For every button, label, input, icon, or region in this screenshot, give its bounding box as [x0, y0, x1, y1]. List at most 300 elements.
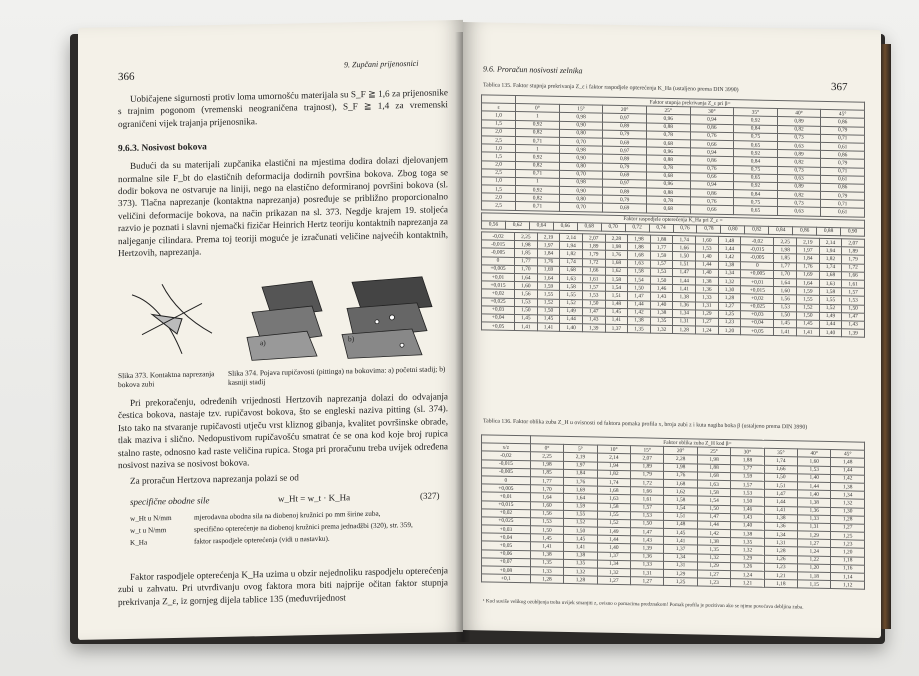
table-cell: 0,89 — [777, 182, 821, 191]
table-cell: 2,14 — [560, 233, 583, 242]
table-cell: 1,33 — [530, 567, 563, 576]
table-cell: 1,38 — [697, 537, 730, 546]
table-cell: 1,21 — [731, 579, 764, 588]
table-cell: 2,0 — [482, 128, 516, 137]
table-cell: -0,02 — [741, 237, 774, 246]
table-cell: 1,41 — [673, 285, 696, 294]
table-cell: 1,68 — [697, 472, 730, 481]
table-cell: 1,66 — [673, 244, 696, 253]
table-cell: 1,40 — [798, 490, 831, 499]
table-cell: 2,0 — [482, 160, 516, 169]
table-cell: 0,65 — [734, 173, 778, 182]
table-cell: 1,50 — [842, 304, 865, 313]
table-cell: 0,78 — [646, 196, 690, 205]
table135 — [481, 94, 865, 338]
table-cell: 0,90 — [559, 154, 603, 163]
table-cell: 2,5 — [482, 136, 516, 145]
table-cell: 1,42 — [831, 474, 865, 483]
table-cell: 1,50 — [631, 520, 664, 529]
table-header-cell: 20° — [664, 447, 697, 456]
table-cell: 0,89 — [603, 187, 647, 196]
table-cell: +0,025 — [741, 302, 774, 311]
table-cell: 0,88 — [646, 188, 690, 197]
table-cell: 0,84 — [734, 124, 778, 133]
table-cell: 1,64 — [564, 494, 597, 503]
table-cell: 1,52 — [797, 303, 820, 312]
table-cell: 1,55 — [560, 291, 583, 300]
table-cell: 0,92 — [516, 153, 560, 162]
table-cell: 0,84 — [769, 226, 793, 235]
table-cell: 1,38 — [831, 482, 865, 491]
table136 — [481, 434, 865, 590]
table-header-cell: 0° — [516, 104, 560, 113]
table-cell: 1,34 — [831, 491, 865, 500]
left-text-middle — [118, 390, 448, 488]
equation-label: specifične obodne sile — [130, 495, 210, 507]
table-cell: 1,79 — [842, 255, 865, 264]
table-cell: 1,29 — [696, 310, 719, 319]
table-cell: 0,80 — [559, 195, 603, 204]
table-cell: 0,89 — [777, 117, 821, 126]
table-cell: 1,47 — [764, 489, 797, 498]
table-header-cell: 35° — [734, 108, 778, 117]
table-cell: 1,66 — [842, 271, 865, 280]
table-cell: 1,28 — [564, 576, 597, 585]
table-cell: 0,66 — [553, 222, 577, 231]
table-cell: 0,86 — [821, 118, 865, 127]
table-cell: -0,015 — [482, 240, 515, 249]
table-cell: 1,60 — [515, 282, 538, 291]
table-cell: 1,74 — [597, 478, 630, 487]
table135-lower-grid — [481, 231, 865, 338]
table-cell: 1,27 — [696, 318, 719, 327]
table-cell: 1,60 — [798, 457, 831, 466]
table-cell: 1,32 — [718, 277, 741, 286]
table-cell: 1,74 — [673, 236, 696, 245]
table-cell: 0,78 — [646, 163, 690, 172]
table-cell: 1,34 — [718, 269, 741, 278]
table-cell: 1,29 — [697, 562, 730, 571]
table-cell: 1,50 — [564, 526, 597, 535]
table-cell: 1,36 — [673, 301, 696, 310]
table-cell: -0,005 — [741, 253, 774, 262]
table-cell: 1,18 — [831, 556, 865, 565]
fig374-label-b: b) — [348, 334, 355, 344]
table-cell: 1,85 — [774, 254, 797, 263]
table-cell: 0,82 — [745, 226, 769, 235]
table-cell: 1,54 — [697, 496, 730, 505]
table-cell: 1,25 — [831, 532, 865, 541]
table-cell: 0,96 — [646, 180, 690, 189]
table-cell: 1,50 — [673, 252, 696, 261]
table-cell: 0,71 — [516, 202, 560, 211]
table-cell: 1,32 — [597, 568, 630, 577]
table-cell: 0,71 — [821, 167, 865, 176]
table-header-cell: ε — [482, 103, 516, 112]
table-cell: 1,18 — [764, 579, 797, 588]
figure-374b-drawing — [342, 277, 432, 359]
table-cell: 2,25 — [530, 452, 563, 461]
table-cell: 0 — [741, 261, 774, 270]
table-cell: 1,30 — [831, 507, 865, 516]
table-cell: 1,32 — [731, 546, 764, 555]
table-cell: 1,79 — [582, 250, 605, 259]
table-cell: 1,5 — [482, 152, 516, 161]
table-cell: -0,02 — [482, 232, 515, 241]
table-cell: 0,90 — [559, 121, 603, 130]
table-cell: 1,89 — [582, 242, 605, 251]
table-cell: 1,41 — [537, 323, 560, 332]
table-cell: +0,08 — [482, 566, 531, 575]
table-cell: +0,03 — [741, 310, 774, 319]
table-cell: 1,66 — [631, 487, 664, 496]
table-cell: 1,66 — [764, 465, 797, 474]
table-cell: 1,23 — [718, 318, 741, 327]
table-cell: 1,35 — [650, 317, 673, 326]
table-cell: 1,27 — [597, 576, 630, 585]
table-cell: 1,14 — [831, 573, 865, 582]
table-cell: 1,20 — [831, 548, 865, 557]
table-cell: +0,01 — [482, 492, 531, 501]
table-cell: 1,38 — [530, 550, 563, 559]
paragraph-4: Faktor raspodjele opterećenja K_Ha uzima u obzir nejednoliku raspodjelu opterećenja zubi u zahvatu. Pri utvrđivanju ovog faktora mora biti najprije očitan faktor stupnja prekrivanja Z_ε, iz gornjeg dijela tablice 135 (međuvrijednost — [118, 565, 448, 607]
table-cell: 1,53 — [798, 465, 831, 474]
table-cell: 1,38 — [628, 317, 651, 326]
table-cell: 1,28 — [673, 326, 696, 335]
right-page — [463, 22, 881, 638]
table-cell: 1,57 — [582, 283, 605, 292]
paragraph-3: Za proračun Hertzova naprezanja polazi se od — [130, 472, 299, 487]
table-cell: 1 — [516, 177, 560, 186]
table-cell: 1,45 — [664, 528, 697, 537]
table-cell: 0 — [482, 256, 515, 265]
table-cell: 0,63 — [777, 174, 821, 183]
table-cell: 1,31 — [664, 561, 697, 570]
table-cell: 1,45 — [530, 534, 563, 543]
table-cell: 1,53 — [582, 291, 605, 300]
table-cell: 1,56 — [515, 290, 538, 299]
table-cell: 0,66 — [690, 205, 734, 214]
table-cell: 1,82 — [819, 255, 842, 264]
book-spine-edge — [881, 44, 891, 629]
table-cell: 0,82 — [516, 194, 560, 203]
table-cell: 1,89 — [631, 462, 664, 471]
table-cell: 1,88 — [628, 243, 651, 252]
table-cell: 1,40 — [819, 328, 842, 337]
table-cell: +0,005 — [741, 270, 774, 279]
table-cell: 1,37 — [597, 552, 630, 561]
table-cell: 2,07 — [631, 454, 664, 463]
table-cell: 1,43 — [731, 513, 764, 522]
table-cell: 1,38 — [731, 530, 764, 539]
table-cell: 0,89 — [777, 150, 821, 159]
equation-number: (327) — [420, 490, 440, 501]
table-cell: +0,01 — [741, 278, 774, 287]
table-cell: 0,84 — [734, 157, 778, 166]
table-cell: +0,005 — [482, 484, 531, 493]
table-cell: 1,34 — [664, 553, 697, 562]
table-header-cell: 15° — [559, 105, 603, 114]
table-cell: 0,98 — [559, 113, 603, 122]
table-cell: 1,26 — [764, 555, 797, 564]
table136-caption: Tablica 136. Faktor oblika zuba Z_H u ovisnosti od faktora pomaka profila x, broja zubi z i kuta nagiba boka β (ustaljeno prema DIN 3990) — [483, 418, 808, 431]
table-cell: 0,66 — [690, 140, 734, 149]
table-cell: 0,79 — [603, 163, 647, 172]
table-cell: 0,94 — [690, 181, 734, 190]
table-cell: 1,30 — [718, 285, 741, 294]
table-cell: +0,06 — [482, 549, 531, 558]
table-cell: 1,94 — [560, 242, 583, 251]
table-cell: 1,63 — [560, 274, 583, 283]
table-cell: 1,57 — [631, 503, 664, 512]
table-cell: 1,54 — [664, 504, 697, 513]
table-cell: 1,40 — [731, 521, 764, 530]
symbol-name: w_Ht u N/mm — [130, 514, 172, 523]
table-cell: 0,75 — [734, 132, 778, 141]
table-cell: 1,22 — [798, 556, 831, 565]
table-cell: 2,0 — [482, 193, 516, 202]
table-cell: 0,72 — [625, 223, 649, 232]
table-cell: 1,54 — [628, 276, 651, 285]
table-cell: 1,64 — [515, 273, 538, 282]
table-cell: 0,86 — [821, 183, 865, 192]
table-cell: 0,89 — [603, 154, 647, 163]
table-cell: 1,27 — [631, 577, 664, 586]
table-cell: 1,40 — [696, 252, 719, 261]
table-cell: 1,53 — [774, 303, 797, 312]
table-cell: 1,15 — [798, 580, 831, 589]
table-cell: 1,63 — [628, 259, 651, 268]
table-cell: 1,88 — [731, 456, 764, 465]
table-cell: 1,47 — [582, 307, 605, 316]
table-cell: 1,26 — [731, 562, 764, 571]
table-cell: 1,38 — [696, 277, 719, 286]
table-header-cell: 20° — [603, 105, 647, 114]
table-cell: 0,80 — [559, 162, 603, 171]
table-cell: 1,41 — [515, 323, 538, 332]
table-cell: +0,015 — [741, 286, 774, 295]
table-cell: 0,69 — [603, 171, 647, 180]
table-cell: 1,45 — [797, 320, 820, 329]
table-cell: 1,44 — [673, 276, 696, 285]
table-cell: 1,94 — [819, 246, 842, 255]
table-cell: 0,82 — [777, 158, 821, 167]
table-cell: 1,84 — [564, 469, 597, 478]
table-cell: 0,92 — [734, 149, 778, 158]
table-cell: +0,025 — [482, 517, 531, 526]
table-cell: 0,82 — [777, 125, 821, 134]
table-cell: 1,35 — [697, 545, 730, 554]
left-text-top — [118, 86, 448, 259]
table-cell: +0,05 — [482, 541, 531, 550]
table-cell: -0,015 — [741, 245, 774, 254]
table-cell: 0,80 — [721, 225, 745, 234]
table-cell: 1,33 — [798, 515, 831, 524]
table-cell: 0,98 — [559, 145, 603, 154]
table-cell: 1,44 — [560, 315, 583, 324]
table-cell: 1,38 — [718, 261, 741, 270]
symbol-description: faktor raspodjele opterećenja (vidi u nastavku). — [194, 534, 330, 546]
table-cell: 0,68 — [646, 139, 690, 148]
table-cell: 1,62 — [664, 487, 697, 496]
table-cell: 1,23 — [831, 540, 865, 549]
table-cell: 1,41 — [797, 328, 820, 337]
table-cell: 1,52 — [564, 518, 597, 527]
table-cell: 1,0 — [482, 177, 516, 186]
table-cell: 1,49 — [819, 312, 842, 321]
table-cell: 0,88 — [646, 155, 690, 164]
table-cell: 2,28 — [605, 234, 628, 243]
table-cell: 0,82 — [516, 128, 560, 137]
table-cell: 1,44 — [764, 498, 797, 507]
table-cell: 0,82 — [777, 191, 821, 200]
table-cell: 1,79 — [631, 470, 664, 479]
table-cell: 1,88 — [650, 235, 673, 244]
table-cell: 1,37 — [664, 545, 697, 554]
table-cell: 1,48 — [718, 236, 741, 245]
table-cell: 1,36 — [696, 285, 719, 294]
table-cell: 1,29 — [731, 554, 764, 563]
table-cell: 1,38 — [673, 293, 696, 302]
table-cell: 1,54 — [605, 283, 628, 292]
table-cell: 0,69 — [603, 204, 647, 213]
table-cell: 1,68 — [819, 271, 842, 280]
table-cell: 1,50 — [731, 497, 764, 506]
table-cell: +0,02 — [482, 509, 531, 518]
table-cell: 0,92 — [734, 182, 778, 191]
table-cell: 1,27 — [831, 523, 865, 532]
table-cell: 1,34 — [764, 530, 797, 539]
table-cell: 1,59 — [564, 502, 597, 511]
table-cell: 1,44 — [628, 300, 651, 309]
figure-374a-drawing — [247, 281, 322, 361]
table-cell: 1,43 — [582, 316, 605, 325]
table-cell: 1,25 — [718, 310, 741, 319]
table-cell: 1,28 — [718, 294, 741, 303]
table-cell: 1,28 — [831, 515, 865, 524]
table-cell: 1,41 — [664, 537, 697, 546]
table-cell: 1,40 — [560, 323, 583, 332]
table-cell: 0 — [482, 476, 531, 485]
table-cell: 1,47 — [697, 513, 730, 522]
table-cell: 1,27 — [798, 539, 831, 548]
table-cell: 0,92 — [516, 120, 560, 129]
table-cell: 1,76 — [537, 257, 560, 266]
table-cell: 1,18 — [798, 572, 831, 581]
table-cell: 1,53 — [631, 511, 664, 520]
table-cell: 1,58 — [605, 275, 628, 284]
table-cell: 1,53 — [696, 244, 719, 253]
table-cell: 1,51 — [664, 512, 697, 521]
table-cell: 1,33 — [631, 561, 664, 570]
table-cell: 0,65 — [734, 206, 778, 215]
left-page — [78, 20, 463, 640]
table-cell: 1,41 — [764, 506, 797, 515]
table-cell: 1,0 — [482, 144, 516, 153]
table-cell: 1,42 — [718, 253, 741, 262]
intro-paragraph: Uobičajene sigurnosti protiv loma umornošću materijala su S_F ≧ 1,6 za prijenosnike s trajnim pogonom (vremenski neograničena trajnost), S_F ≧ 1,4 za vremenski ograničeni vijek trajanja prijenosnika. — [118, 87, 448, 129]
table-cell: 1,5 — [482, 119, 516, 128]
table-cell: 1,66 — [582, 267, 605, 276]
table-cell: 1 — [516, 145, 560, 154]
table-cell: 1,85 — [515, 249, 538, 258]
table-cell: 1,94 — [597, 462, 630, 471]
table-cell: +0,01 — [482, 273, 515, 282]
table-cell: 0,73 — [777, 199, 821, 208]
table-cell: 0,78 — [646, 131, 690, 140]
table-cell: 1,51 — [764, 481, 797, 490]
table-cell: 1,39 — [842, 329, 865, 338]
table-cell: 1,46 — [731, 505, 764, 514]
table-cell: 0,73 — [777, 166, 821, 175]
fig373-caption: Slika 373. Kontaktna naprezanja bokova zubi — [118, 369, 215, 390]
table-cell: 1,28 — [530, 575, 563, 584]
table-cell: 1,64 — [774, 278, 797, 287]
table-cell: 1,36 — [764, 522, 797, 531]
fig374-caption: Slika 374. Pojava rupičavosti (pittinga) na bokovima: a) početni stadij; b) kasniji stadij — [228, 364, 446, 387]
table-cell: 0,71 — [821, 134, 865, 143]
table-cell: +0,02 — [741, 294, 774, 303]
table-cell: 1,69 — [564, 486, 597, 495]
table-cell: 0,97 — [603, 114, 647, 123]
table-cell: 1,32 — [564, 567, 597, 576]
table-cell: 0,68 — [646, 172, 690, 181]
table-cell: 1,82 — [597, 470, 630, 479]
table-cell: 1,41 — [774, 328, 797, 337]
table-cell: 1,59 — [650, 251, 673, 260]
table-cell: 1,50 — [530, 526, 563, 535]
table-cell: 1,72 — [582, 258, 605, 267]
table-cell: 1,45 — [537, 315, 560, 324]
table-cell: 1,39 — [582, 324, 605, 333]
table-cell: -0,005 — [482, 248, 515, 257]
table-cell: 1,56 — [774, 295, 797, 304]
table-cell: 0,92 — [734, 116, 778, 125]
table-cell: 0,62 — [505, 221, 529, 230]
table-cell: 1,63 — [819, 279, 842, 288]
table-cell: 1,76 — [605, 251, 628, 260]
section-heading: 9.6.3. Nosivost bokova — [118, 142, 207, 155]
table-cell: 1,50 — [797, 312, 820, 321]
table-cell: 1,58 — [597, 503, 630, 512]
table-cell: +0,03 — [482, 306, 515, 315]
table-cell: 1,38 — [798, 498, 831, 507]
running-head-right: 9.6. Proračun nosivosti zelnika — [483, 64, 583, 76]
table-cell: 1,60 — [530, 501, 563, 510]
table-cell: 0,97 — [603, 179, 647, 188]
table-cell: 0,71 — [821, 200, 865, 209]
table-cell: 1,35 — [628, 325, 651, 334]
table-cell: 0,86 — [690, 189, 734, 198]
equation-formula: w_Ht = w_t · K_Ha — [278, 492, 351, 504]
table-cell: 1,40 — [650, 301, 673, 310]
table-cell: +0,05 — [482, 322, 515, 331]
table-cell: 1,34 — [673, 309, 696, 318]
table-cell: 1,40 — [597, 543, 630, 552]
table-cell: 1,88 — [697, 464, 730, 473]
table-cell: 0,84 — [734, 190, 778, 199]
table-cell: 1,68 — [628, 251, 651, 260]
table-cell: 1,70 — [774, 270, 797, 279]
table-cell: 0,69 — [603, 138, 647, 147]
table-cell: 1,29 — [664, 569, 697, 578]
table-cell: 1,23 — [764, 563, 797, 572]
table-cell: 0,90 — [559, 186, 603, 195]
table-cell: 1,57 — [731, 481, 764, 490]
table-cell: 1,50 — [628, 284, 651, 293]
table-cell: 1,20 — [798, 564, 831, 573]
table-cell: 1,55 — [819, 296, 842, 305]
